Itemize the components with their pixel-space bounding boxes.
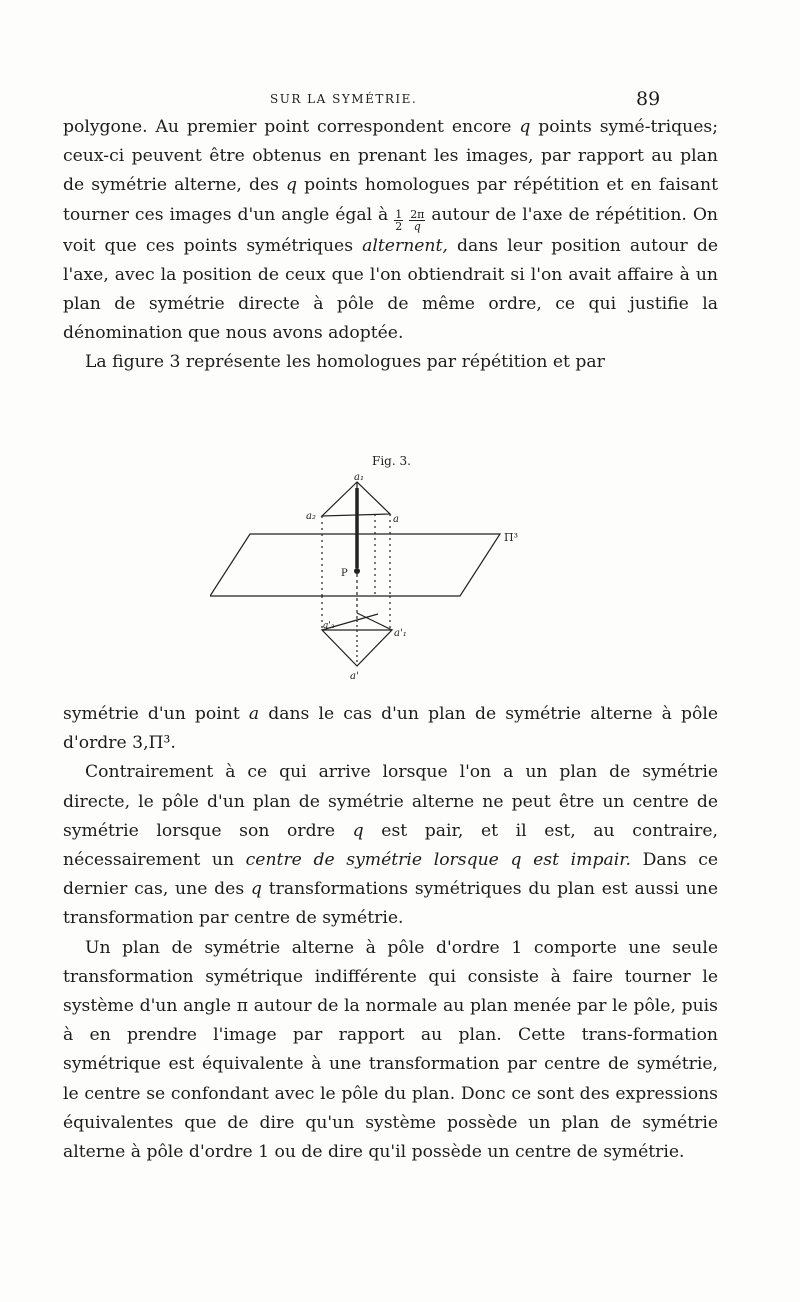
figure-caption: Fig. 3.: [372, 454, 411, 468]
label-a-prime: a': [350, 671, 359, 682]
figure-3-diagram: [210, 470, 530, 690]
text-after-figure: [63, 700, 718, 1167]
label-P: P: [341, 568, 348, 579]
running-title: SUR LA SYMÉTRIE.: [270, 92, 418, 106]
label-a2-prime: a'₂: [323, 621, 335, 631]
paragraph-5: Un plan de symétrie alterne à pôle d'ordre 1 comporte une seule transformation symétrique indifférente qui consiste à faire tourner le système d'un angle π autour de la normale au plan menée par le pôle, puis à en prendre l'image par rapport au plan. Cette trans-formation symétrique est équivalente à une transformation par centre de symétrie, le centre se confondant avec le pôle du plan. Donc ce sont des expressions équivalentes que de dire qu'un système possède un plan de symétrie alterne à pôle d'ordre 1 ou de dire qu'il possède un centre de symétrie.: [63, 937, 718, 1163]
label-a1-prime: a'₁: [394, 628, 407, 639]
label-a: a: [393, 514, 399, 525]
label-Pi: Π³: [504, 531, 519, 544]
symmetry-plane: [210, 534, 500, 596]
paragraph-1: polygone. Au premier point correspondent encore q points symé-triques; ceux-ci peuvent être obtenus en prenant les images, par rapport au plan de symétrie alterne, des q points homologues par répétition et en faisant tourner ces images d'un angle égal à $\frac{1}{2}$ $\frac{2\pi}{q}$ autour de l'axe de répétition. On voit que ces points symétriques alternent, dans leur position autour de l'axe, avec la position de ceux que l'on obtiendrait si l'on avait affaire à un plan de symétrie directe à pôle de même ordre, ce qui justifie la dénomination que nous avons adoptée.: [63, 117, 719, 344]
paragraph-3: symétrie d'un point a dans le cas d'un plan de symétrie alterne à pôle d'ordre 3,Π³.: [63, 704, 718, 754]
text-before-figure: [63, 113, 718, 378]
label-a2: a₂: [306, 511, 316, 522]
figure-3: [210, 470, 530, 694]
page-number: 89: [636, 88, 661, 110]
label-a1: a₁: [354, 472, 364, 483]
pole-point: [354, 568, 360, 574]
fraction-two-pi-over-q: $\frac{2\pi}{q}$: [410, 207, 425, 233]
fraction-one-half: $\frac{1}{2}$: [395, 207, 403, 233]
paragraph-4: Contrairement à ce qui arrive lorsque l'on a un plan de symétrie directe, le pôle d'un plan de symétrie alterne ne peut être un centre de symétrie lorsque son ordre q est pair, et il est, au contraire, nécessairement un centre de symétrie lorsque q est impair. Dans ce dernier cas, une des q transformations symétriques du plan est aussi une transformation par centre de symétrie.: [63, 762, 718, 929]
paragraph-2: La figure 3 représente les homologues par répétition et par: [85, 352, 605, 373]
